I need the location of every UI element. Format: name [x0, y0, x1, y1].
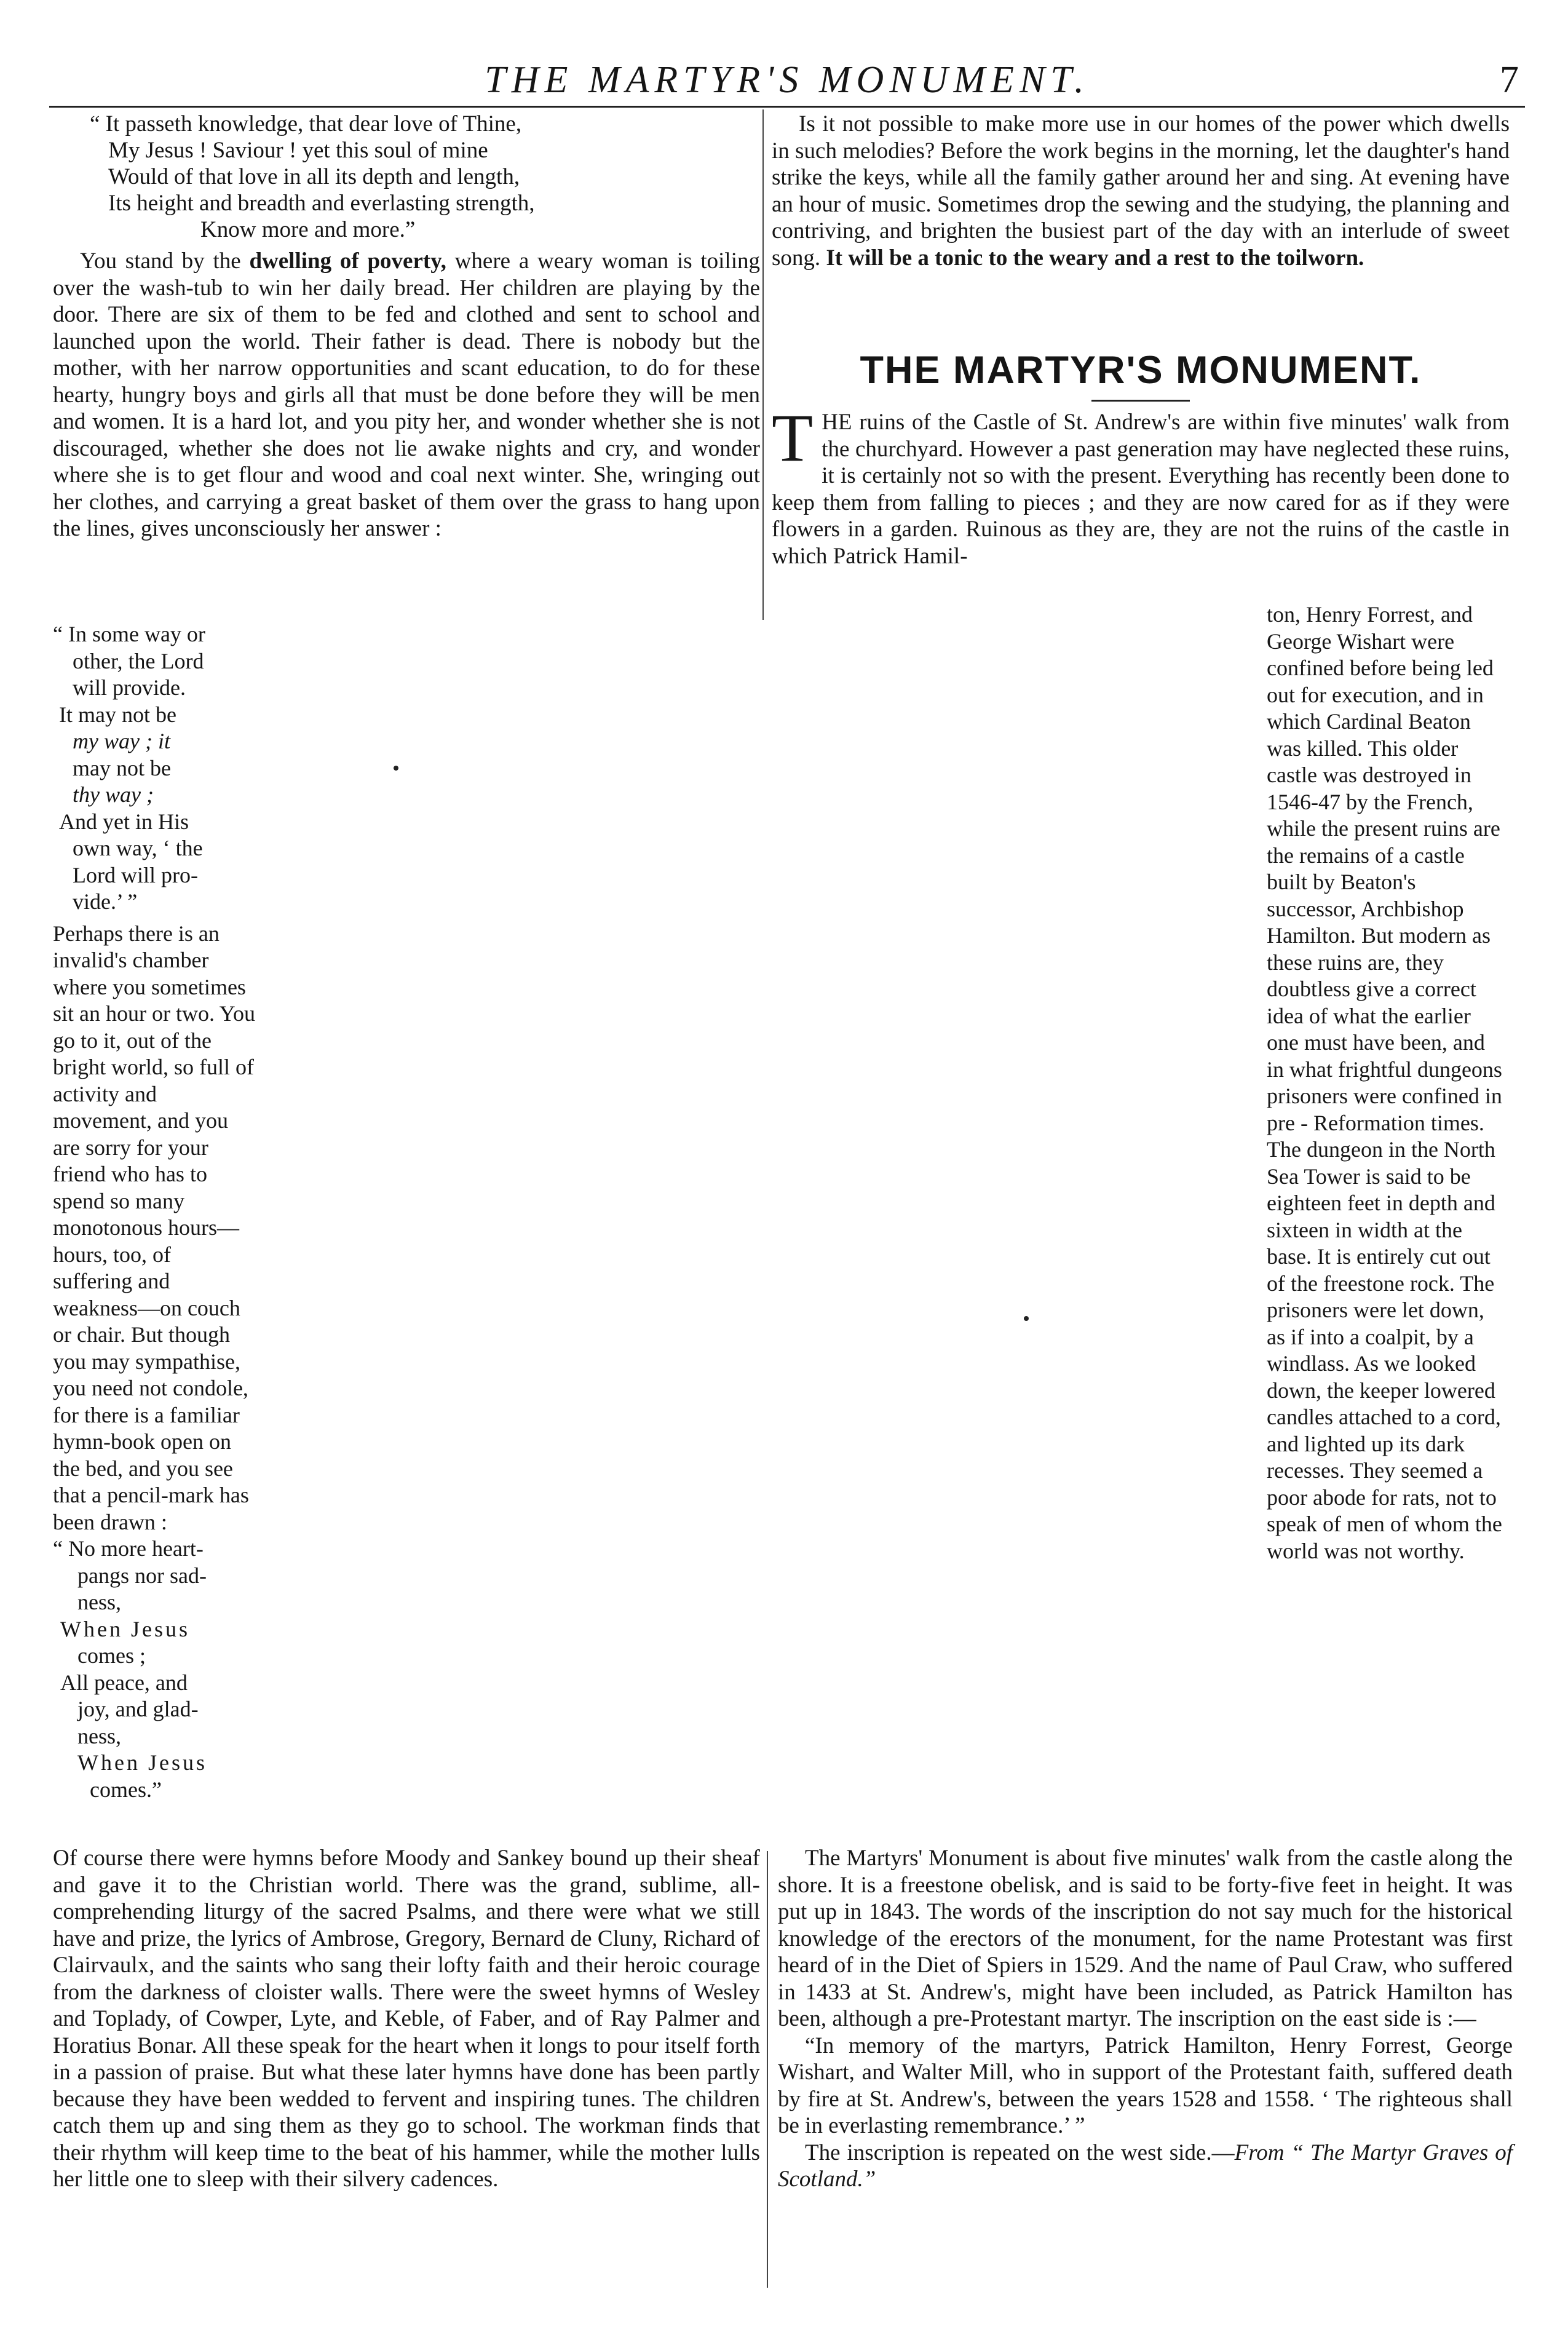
poem-line: thy way ;: [73, 782, 154, 807]
narrow-left-column: [53, 621, 256, 1803]
music-paragraph: [772, 111, 1510, 271]
paragraph: Is it not possible to make more use in our homes of the power which dwells in such melodies? Before the work begins in the morning, let the daughter's hand strike the keys, while all the family gather around her and sing. At evening have an hour of music. Sometimes drop the sewing and the studying, the planning and contriving, and brighten the busiest part of the day with an interlude of sweet song. It will be a tonic to the weary and a rest to the toilworn.: [772, 111, 1510, 271]
narrow-right-column: [1267, 601, 1507, 1565]
left-column-bottom: [53, 1845, 760, 2193]
article-intro: [772, 400, 1510, 569]
running-title: THE MARTYR'S MONUMENT.: [485, 59, 1090, 101]
poem-line: When Jesus: [60, 1616, 190, 1641]
paragraph: Of course there were hymns before Moody and Sankey bound up their sheaf and gave it to the Christian world. There was the grand, sublime, all-comprehending liturgy of the sacred Psalms, and there were what we still have and prize, the lyrics of Ambrose, Gregory, Bernard de Cluny, Richard of Clairvaulx, and the saints who sang their lofty faith and their heroic courage from the darkness of cloister walls. There were the sweet hymns of Wesley and Toplady, of Cowper, Lyte, and Keble, of Faber, and of Ray Palmer and Horatius Bonar. All these speak for the heart when it longs to pour itself forth in a passion of praise. But what these later hymns have done has been partly because they have been wedded to fervent and inspiring tunes. The children catch them up and sing them as they go to school. The workman finds that their rhythm will keep time to the beat of his hammer, while the mother lulls her little one to sleep with their silvery cadences.: [53, 1846, 760, 2192]
drop-cap: T: [772, 400, 814, 475]
poem-line: will provide.: [73, 675, 186, 700]
poem-line: And yet in His: [59, 809, 189, 834]
poem-line: comes.”: [90, 1777, 162, 1802]
poem-line: vide.’ ”: [73, 889, 138, 914]
poem-provide: [53, 621, 256, 916]
poem-line: “ It passeth knowledge, that dear love of Thine,: [90, 111, 522, 137]
paragraph: ton, Henry Forrest, and George Wishart were confined before being led out for execution, and in which Cardinal Beaton was killed. This older castle was destroyed in 1546-47 by the French, while the present ruins are the remains of a castle built by Beaton's successor, Archbishop Hamilton. But modern as these ruins are, they doubtless give a correct idea of what the earlier one must have been, and in what frightful dungeons prisoners were confined in pre - Reformation times. The dungeon in the North Sea Tower is said to be eighteen feet in depth and sixteen in width at the base. It is entirely cut out of the freestone rock. The prisoners were let down, as if into a coalpit, by a windlass. As we looked down, the keeper lowered candles attached to a cord, and lighted up its dark recesses. They seemed a poor abode for rats, not to speak of men of whom the world was not worthy.: [1267, 602, 1502, 1563]
page-number: 7: [1500, 59, 1519, 101]
poem-line: joy, and glad-: [77, 1697, 199, 1721]
right-column-bottom: [778, 1845, 1513, 2193]
poem-line: own way, ‘ the: [73, 836, 203, 860]
poem-line: When Jesus: [77, 1750, 207, 1775]
poem-jesus-comes: [53, 1536, 256, 1803]
paragraph: You stand by the dwelling of poverty, where a weary woman is toiling over the wash-tub to win her daily bread. Her children are playing by the door. There are six of them to be fed and clothed and sent to school and launched upon the world. Their father is dead. There is nobody but the mother, with her narrow opportunities and scant education, to do for these hearty, hungry boys and girls all that must be done before they will be men and women. It is a hard lot, and you pity her, and wonder whether she is not discouraged, whether she does not lie awake nights and cry, and wonder where she is to get flour and wood and coal next winter. She, wringing out her clothes, and carrying a great basket of them over the grass to hang upon the lines, gives unconsciously her answer :: [53, 248, 760, 541]
poem-line: may not be: [73, 755, 171, 780]
poem-line: other, the Lord: [73, 648, 204, 673]
paragraph: The inscription is repeated on the west side.—From “ The Martyr Graves of Scotland.”: [778, 2140, 1513, 2192]
paragraph: THE ruins of the Castle of St. Andrew's are within five minutes' walk from the churchyard. However a past generation may have neglected these ruins, it is certainly not so with the present. Everything has recently been done to keep them from falling to pieces ; and they are now cared for as if they were flowers in a garden. Ruinous as they are, they are not the ruins of the castle in which Patrick Hamil-: [772, 400, 1510, 569]
poem-line: “ No more heart-: [53, 1536, 204, 1561]
poem-line: Lord will pro-: [73, 862, 198, 887]
article-title: THE MARTYR'S MONUMENT.: [860, 349, 1422, 392]
column-divider-top: [762, 109, 764, 620]
poem-line: All peace, and: [60, 1670, 188, 1695]
poem-line: It may not be: [59, 702, 176, 727]
poem-line: ness,: [77, 1723, 121, 1748]
poem-line: “ In some way or: [53, 622, 205, 646]
column-divider-bottom: [767, 1851, 768, 2288]
right-column-top: [772, 111, 1510, 271]
paragraph: Perhaps there is an invalid's chamber where you sometimes sit an hour or two. You go to it, out of the bright world, so full of activity and movement, and you are sorry for your friend who has to spend so many monotonous hours—hours, too, of suffering and weakness—on couch or chair. But though you may sympathise, you need not condole, for there is a familiar hymn-book open on the bed, and you see that a pencil-mark has been drawn :: [53, 921, 256, 1534]
ink-speck: [394, 766, 398, 771]
poverty-paragraph: [53, 248, 760, 542]
title-rule: [1091, 400, 1190, 402]
poem-line: ness,: [77, 1590, 121, 1614]
poem-line: Would of that love in all its depth and length,: [108, 164, 520, 189]
inscription-paragraph: “In memory of the martyrs, Patrick Hamilton, Henry Forrest, George Wishart, and Walter Mill, who in support of the Protestant faith, suffered death by fire at St. Andrew's, between the years 1528 and 1558. ‘ The righteous shall be in everlasting remembrance.’ ”: [778, 2033, 1513, 2138]
running-head: [49, 57, 1525, 108]
poem-line: Know more and more.”: [200, 217, 416, 242]
poem-line: pangs nor sad-: [77, 1563, 207, 1588]
invalid-paragraph: [53, 921, 256, 1536]
ink-speck: [1024, 1316, 1029, 1321]
poem-line: My Jesus ! Saviour ! yet this soul of mine: [108, 138, 488, 163]
paragraph: The Martyrs' Monument is about five minutes' walk from the castle along the shore. It is a freestone obelisk, and is said to be forty-five feet in height. It was put up in 1843. The words of the inscription do not say much for the historical knowledge of the erectors of the monument, for the name Protestant was first heard of in the Diet of Spiers in 1529. And the name of Paul Craw, who suffered in 1433 at St. Andrew's, might have been included, as Patrick Hamilton has been, although a pre-Protestant martyr. The inscription on the east side is :—: [778, 1846, 1513, 2031]
left-column-top: [53, 111, 760, 542]
poem-line: comes ;: [77, 1643, 146, 1668]
poem-top: [90, 111, 760, 243]
poem-line: my way ; it: [73, 729, 170, 753]
poem-line: Its height and breadth and everlasting strength,: [108, 191, 535, 216]
source-citation: From “ The Martyr Graves of Scotland.”: [778, 2140, 1513, 2192]
